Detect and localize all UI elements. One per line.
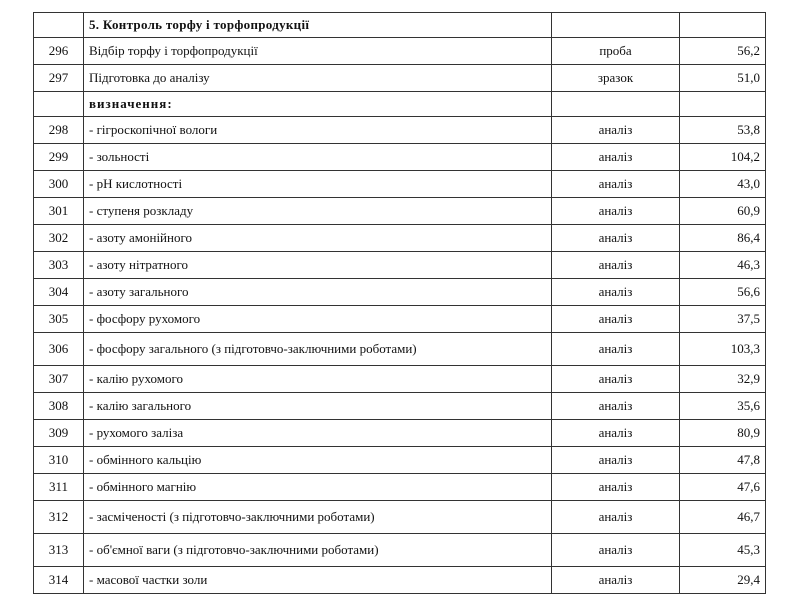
section-title: 5. Контроль торфу і торфопродукції [84, 13, 552, 38]
row-price: 80,9 [680, 420, 766, 447]
table-row [34, 117, 766, 144]
row-price: 35,6 [680, 393, 766, 420]
row-price: 60,9 [680, 198, 766, 225]
row-name: - азоту загального [84, 279, 552, 306]
row-unit: проба [552, 38, 680, 65]
row-price: 104,2 [680, 144, 766, 171]
row-name: - фосфору загального (з підготовчо-заключними роботами) [84, 333, 552, 366]
table-row [34, 567, 766, 594]
row-unit: аналіз [552, 366, 680, 393]
price-table [33, 12, 766, 594]
subheader-label: визначення: [84, 92, 552, 117]
row-unit: аналіз [552, 117, 680, 144]
table-row [34, 501, 766, 534]
row-name: - об'ємної ваги (з підготовчо-заключними роботами) [84, 534, 552, 567]
row-unit: аналіз [552, 474, 680, 501]
row-number: 301 [34, 198, 84, 225]
row-number: 305 [34, 306, 84, 333]
row-name: - азоту нітратного [84, 252, 552, 279]
row-unit: аналіз [552, 393, 680, 420]
row-number: 308 [34, 393, 84, 420]
row-number: 309 [34, 420, 84, 447]
section-price-cell [680, 13, 766, 38]
row-name: - калію загального [84, 393, 552, 420]
section-header-row [34, 13, 766, 38]
row-unit: аналіз [552, 567, 680, 594]
row-name: Підготовка до аналізу [84, 65, 552, 92]
row-unit: аналіз [552, 306, 680, 333]
row-unit: зразок [552, 65, 680, 92]
table-row [34, 198, 766, 225]
table-row [34, 225, 766, 252]
subheader-unit-cell [552, 92, 680, 117]
row-price: 43,0 [680, 171, 766, 198]
row-unit: аналіз [552, 333, 680, 366]
row-number: 299 [34, 144, 84, 171]
row-price: 46,3 [680, 252, 766, 279]
section-number-cell [34, 13, 84, 38]
table-row [34, 474, 766, 501]
row-price: 47,6 [680, 474, 766, 501]
row-price: 103,3 [680, 333, 766, 366]
row-number: 297 [34, 65, 84, 92]
row-name: - калію рухомого [84, 366, 552, 393]
row-name: - фосфору рухомого [84, 306, 552, 333]
table-row [34, 144, 766, 171]
row-name: - зольності [84, 144, 552, 171]
row-name: - гігроскопічної вологи [84, 117, 552, 144]
table-row [34, 65, 766, 92]
row-unit: аналіз [552, 279, 680, 306]
row-unit: аналіз [552, 171, 680, 198]
row-unit: аналіз [552, 252, 680, 279]
row-name: - ступеня розкладу [84, 198, 552, 225]
row-name: Відбір торфу і торфопродукції [84, 38, 552, 65]
row-price: 32,9 [680, 366, 766, 393]
row-price: 51,0 [680, 65, 766, 92]
row-price: 56,2 [680, 38, 766, 65]
row-price: 56,6 [680, 279, 766, 306]
row-number: 312 [34, 501, 84, 534]
subheader-number-cell [34, 92, 84, 117]
row-number: 298 [34, 117, 84, 144]
row-price: 86,4 [680, 225, 766, 252]
table-row [34, 306, 766, 333]
subheader-price-cell [680, 92, 766, 117]
row-name: - азоту амонійного [84, 225, 552, 252]
row-number: 311 [34, 474, 84, 501]
table-row [34, 333, 766, 366]
table-row [34, 534, 766, 567]
table-row [34, 420, 766, 447]
row-number: 307 [34, 366, 84, 393]
row-unit: аналіз [552, 447, 680, 474]
row-number: 314 [34, 567, 84, 594]
row-price: 29,4 [680, 567, 766, 594]
table-row [34, 252, 766, 279]
row-name: - засміченості (з підготовчо-заключними роботами) [84, 501, 552, 534]
table-row [34, 393, 766, 420]
analysis-rows [34, 117, 766, 594]
row-name: - обмінного магнію [84, 474, 552, 501]
row-number: 304 [34, 279, 84, 306]
row-number: 310 [34, 447, 84, 474]
table-row [34, 447, 766, 474]
table-row [34, 171, 766, 198]
row-number: 296 [34, 38, 84, 65]
row-price: 37,5 [680, 306, 766, 333]
row-number: 303 [34, 252, 84, 279]
row-unit: аналіз [552, 198, 680, 225]
row-name: - обмінного кальцію [84, 447, 552, 474]
row-price: 46,7 [680, 501, 766, 534]
row-number: 306 [34, 333, 84, 366]
table-row [34, 38, 766, 65]
row-name: - рухомого заліза [84, 420, 552, 447]
section-unit-cell [552, 13, 680, 38]
row-number: 313 [34, 534, 84, 567]
row-price: 53,8 [680, 117, 766, 144]
row-unit: аналіз [552, 144, 680, 171]
row-price: 47,8 [680, 447, 766, 474]
subheader-row [34, 92, 766, 117]
row-name: - масової частки золи [84, 567, 552, 594]
row-unit: аналіз [552, 501, 680, 534]
row-unit: аналіз [552, 225, 680, 252]
row-unit: аналіз [552, 534, 680, 567]
row-price: 45,3 [680, 534, 766, 567]
row-number: 300 [34, 171, 84, 198]
row-name: - рН кислотності [84, 171, 552, 198]
row-number: 302 [34, 225, 84, 252]
row-unit: аналіз [552, 420, 680, 447]
table-row [34, 279, 766, 306]
table-row [34, 366, 766, 393]
